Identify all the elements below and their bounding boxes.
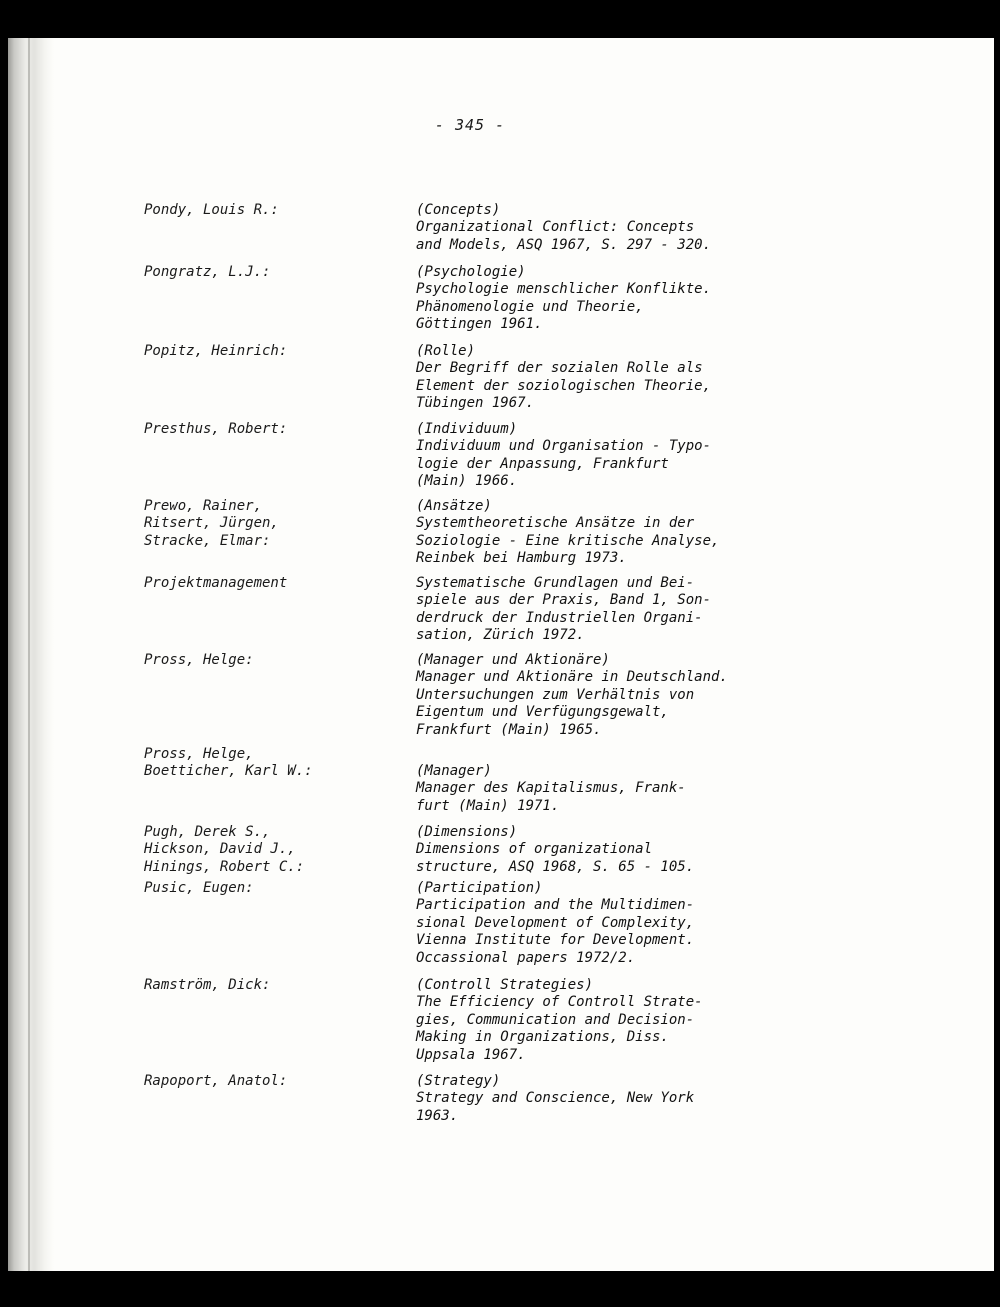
author-line: Projektmanagement	[144, 575, 288, 591]
reference-keyword: (Concepts)	[416, 202, 501, 218]
reference-line: Dimensions of organizational	[416, 841, 653, 858]
reference-line: Individuum und Organisation - Typo-	[416, 438, 712, 455]
entry-reference	[416, 498, 796, 568]
reference-line: sional Development of Complexity,	[416, 914, 695, 931]
reference-line: Frankfurt (Main) 1965.	[416, 721, 602, 738]
reference-line: Manager des Kapitalismus, Frank-	[416, 780, 686, 797]
entry-reference	[416, 202, 796, 254]
reference-line: Untersuchungen zum Verhältnis von	[416, 686, 695, 703]
reference-line: Making in Organizations, Diss.	[416, 1029, 669, 1046]
reference-keyword: (Individuum)	[416, 421, 518, 437]
entry-reference	[416, 343, 796, 413]
reference-line: structure, ASQ 1968, S. 65 - 105.	[416, 858, 695, 875]
reference-keyword: (Controll Strategies)	[416, 977, 594, 993]
reference-line: Strategy and Conscience, New York	[416, 1090, 695, 1107]
reference-line: spiele aus der Praxis, Band 1, Son-	[416, 592, 712, 609]
reference-line: Eigentum und Verfügungsgewalt,	[416, 704, 669, 721]
reference-line: furt (Main) 1971.	[416, 797, 560, 814]
entry-reference	[416, 264, 796, 334]
entry-author	[144, 202, 394, 219]
author-line: Rapoport, Anatol:	[144, 1073, 288, 1089]
reference-line: (Main) 1966.	[416, 473, 518, 490]
reference-keyword: (Strategy)	[416, 1073, 501, 1089]
reference-line: Der Begriff der sozialen Rolle als	[416, 360, 703, 377]
entry-author	[144, 343, 394, 360]
reference-keyword: (Dimensions)	[416, 824, 518, 840]
author-line: Pongratz, L.J.:	[144, 264, 271, 280]
reference-line: Soziologie - Eine kritische Analyse,	[416, 532, 720, 549]
reference-line: Vienna Institute for Development.	[416, 932, 695, 949]
entry-reference	[416, 652, 796, 739]
entry-reference	[416, 575, 796, 645]
entry-author	[144, 1073, 394, 1090]
author-line: Pondy, Louis R.:	[144, 202, 279, 218]
reference-line: Phänomenologie und Theorie,	[416, 298, 644, 315]
entry-author	[144, 746, 394, 781]
reference-line: logie der Anpassung, Frankfurt	[416, 455, 669, 472]
author-line: Pusic, Eugen:	[144, 880, 254, 896]
reference-keyword: (Psychologie)	[416, 264, 526, 280]
entry-reference	[416, 824, 796, 876]
entry-author	[144, 575, 394, 592]
author-line: Presthus, Robert:	[144, 421, 288, 437]
author-line: Ramström, Dick:	[144, 977, 271, 993]
entry-author	[144, 977, 394, 994]
page-binding-shadow	[8, 38, 54, 1271]
reference-keyword: (Manager und Aktionäre)	[416, 652, 610, 668]
author-line: Pross, Helge,	[144, 746, 254, 762]
reference-line: Psychologie menschlicher Konflikte.	[416, 281, 712, 298]
entry-author	[144, 498, 394, 550]
reference-line: Manager und Aktionäre in Deutschland.	[416, 669, 728, 686]
entry-reference	[416, 1073, 796, 1125]
reference-line: Reinbek bei Hamburg 1973.	[416, 550, 627, 567]
author-line: Stracke, Elmar:	[144, 532, 271, 549]
reference-line: Occassional papers 1972/2.	[416, 949, 636, 966]
reference-line: sation, Zürich 1972.	[416, 627, 585, 644]
reference-line: Göttingen 1961.	[416, 316, 543, 333]
page-number: - 345 -	[434, 116, 506, 134]
reference-line: Systematische Grundlagen und Bei-	[416, 575, 695, 591]
author-line: Pross, Helge:	[144, 652, 254, 668]
entry-reference	[416, 977, 796, 1064]
reference-keyword: (Ansätze)	[416, 498, 492, 514]
reference-line: The Efficiency of Controll Strate-	[416, 994, 703, 1011]
reference-line: 1963.	[416, 1107, 459, 1124]
reference-keyword: (Manager)	[416, 763, 492, 779]
reference-line: Uppsala 1967.	[416, 1046, 526, 1063]
reference-keyword: (Rolle)	[416, 343, 476, 359]
author-line: Boetticher, Karl W.:	[144, 763, 313, 780]
reference-line: Tübingen 1967.	[416, 395, 535, 412]
entry-reference	[416, 880, 796, 967]
entry-author	[144, 264, 394, 281]
entry-author	[144, 880, 394, 897]
reference-line: Systemtheoretische Ansätze in der	[416, 515, 695, 532]
reference-line: Participation and the Multidimen-	[416, 897, 695, 914]
entry-reference	[416, 763, 796, 815]
author-line: Prewo, Rainer,	[144, 498, 263, 514]
author-line: Pugh, Derek S.,	[144, 824, 271, 840]
author-line: Ritsert, Jürgen,	[144, 515, 279, 532]
reference-line: Organizational Conflict: Concepts	[416, 219, 695, 236]
author-line: Hinings, Robert C.:	[144, 858, 305, 875]
reference-line: Element der soziologischen Theorie,	[416, 377, 712, 394]
reference-line: and Models, ASQ 1967, S. 297 - 320.	[416, 236, 712, 253]
entry-author	[144, 421, 394, 438]
entry-author	[144, 824, 394, 876]
reference-line: derdruck der Industriellen Organi-	[416, 609, 703, 626]
page-binding-edge	[28, 38, 30, 1271]
entry-reference	[416, 421, 796, 491]
entry-author	[144, 652, 394, 669]
reference-keyword: (Participation)	[416, 880, 543, 896]
author-line: Popitz, Heinrich:	[144, 343, 288, 359]
reference-line: gies, Communication and Decision-	[416, 1011, 695, 1028]
author-line: Hickson, David J.,	[144, 841, 296, 858]
